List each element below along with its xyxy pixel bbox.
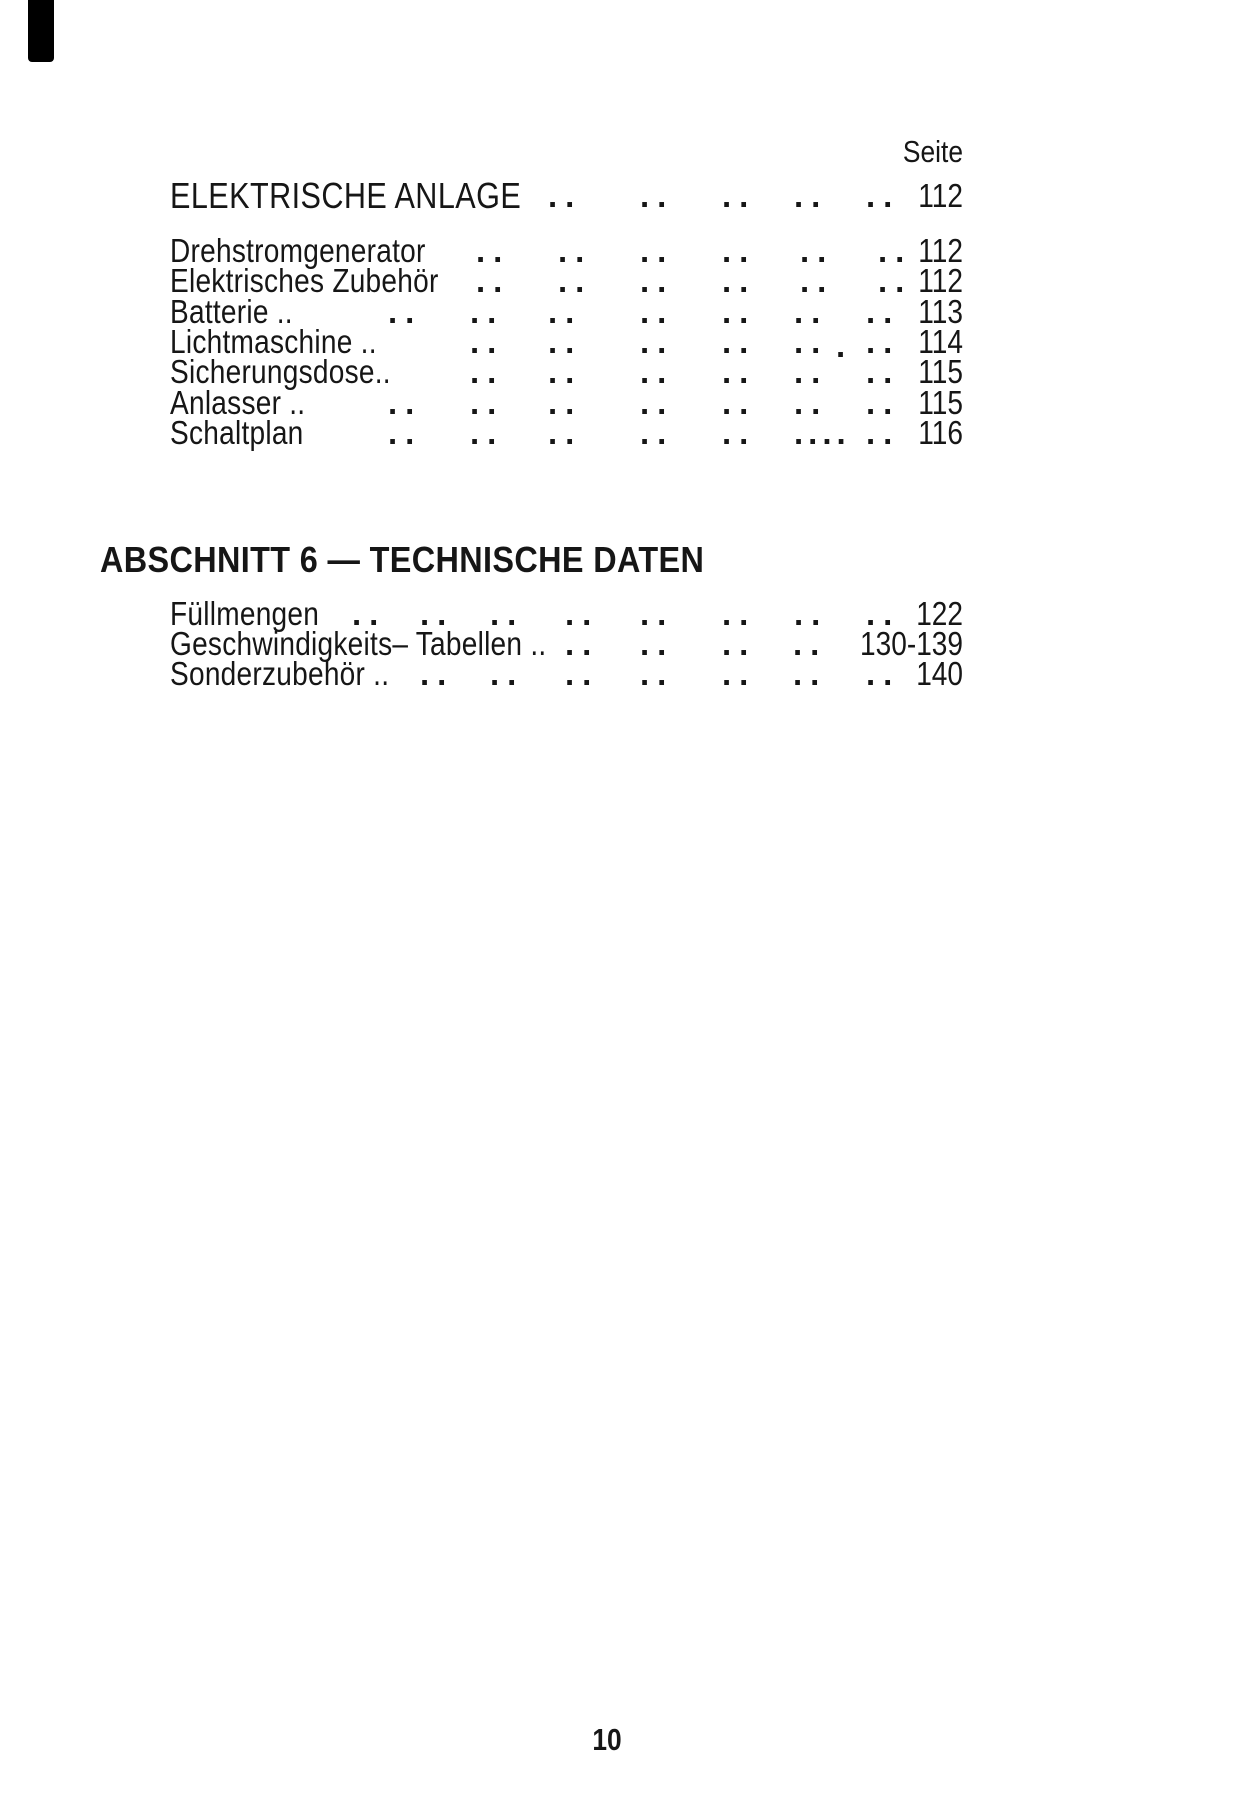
toc-page-number: 140 bbox=[916, 655, 963, 692]
toc-entry-label: Schaltplan bbox=[170, 414, 304, 451]
toc-entry-label: Elektrisches Zubehör bbox=[170, 262, 439, 299]
dot-leader: .. bbox=[558, 232, 593, 269]
toc-page-number: 113 bbox=[918, 293, 963, 330]
dot-leader: .. bbox=[866, 323, 901, 360]
dot-leader: .. bbox=[722, 353, 757, 390]
dot-leader: .. bbox=[548, 323, 583, 360]
dot-leader: .. bbox=[722, 232, 757, 269]
dot-leader: .. bbox=[722, 177, 757, 214]
toc-page-number: 112 bbox=[918, 232, 963, 269]
dot-leader: .. bbox=[476, 232, 511, 269]
dot-leader: .. bbox=[470, 384, 505, 421]
dot-leader: .. bbox=[490, 655, 525, 692]
scan-artifact-mark bbox=[28, 0, 54, 62]
toc-page-number: 122 bbox=[916, 595, 963, 632]
dot-leader: .. bbox=[470, 323, 505, 360]
toc-entry-label: Füllmengen bbox=[170, 595, 320, 632]
toc-page-number: 115 bbox=[918, 353, 963, 390]
toc-entry-label: Geschwindigkeits– Tabellen .. bbox=[170, 625, 547, 662]
dot-leader: .. bbox=[866, 595, 901, 632]
dot-leader: .. bbox=[548, 384, 583, 421]
dot-leader: .. bbox=[640, 655, 675, 692]
dot-leader: .. bbox=[640, 232, 675, 269]
dot-leader: .. bbox=[470, 414, 505, 451]
dot-leader: .. bbox=[866, 293, 901, 330]
dot-leader: .. bbox=[640, 293, 675, 330]
dot-leader: .. bbox=[800, 262, 835, 299]
toc-heading-label: ELEKTRISCHE ANLAGE bbox=[170, 175, 522, 216]
dot-leader: .. bbox=[558, 262, 593, 299]
dot-leader: .. bbox=[548, 353, 583, 390]
dot-leader: .. bbox=[470, 353, 505, 390]
dot-leader: .. bbox=[388, 293, 423, 330]
toc-page-number: 114 bbox=[918, 323, 963, 360]
dot-leader: .. bbox=[866, 414, 901, 451]
dot-leader: .. bbox=[800, 232, 835, 269]
dot-leader: .. bbox=[722, 414, 757, 451]
dot-leader: .. bbox=[565, 595, 600, 632]
toc-row bbox=[0, 415, 1010, 451]
dot-leader: .. bbox=[722, 655, 757, 692]
dot-leader: .. bbox=[794, 177, 829, 214]
dot-leader: .. bbox=[640, 384, 675, 421]
dot-leader: .. bbox=[794, 293, 829, 330]
toc-entry-label: Sicherungsdose.. bbox=[170, 353, 391, 390]
toc-page-number: 112 bbox=[918, 262, 963, 299]
dot-leader: .. bbox=[722, 384, 757, 421]
dot-leader: .. bbox=[866, 353, 901, 390]
dot-leader: .. bbox=[866, 384, 901, 421]
dot-leader: .. bbox=[490, 595, 525, 632]
dot-leader: .. bbox=[866, 655, 901, 692]
dot-leader: .. bbox=[878, 262, 913, 299]
dot-leader: .. bbox=[388, 414, 423, 451]
dot-leader: .. bbox=[565, 655, 600, 692]
dot-leader: .. bbox=[388, 384, 423, 421]
toc-entry-label: Batterie .. bbox=[170, 293, 293, 330]
toc-entry-label: Sonderzubehör .. bbox=[170, 655, 390, 692]
dot-leader: .. bbox=[794, 384, 829, 421]
dot-leader: .. bbox=[420, 595, 455, 632]
dot-leader: .. bbox=[794, 323, 829, 360]
dot-leader: .. bbox=[640, 323, 675, 360]
stray-dot: . bbox=[836, 327, 846, 364]
dot-leader-run: .... bbox=[794, 414, 851, 451]
dot-leader: .. bbox=[878, 232, 913, 269]
toc-page-number: 116 bbox=[918, 414, 963, 451]
dot-leader: .. bbox=[470, 293, 505, 330]
page-column-header-row bbox=[0, 134, 1010, 170]
dot-leader: .. bbox=[565, 625, 600, 662]
dot-leader: .. bbox=[794, 595, 829, 632]
section-title-abschnitt-6: ABSCHNITT 6 — TECHNISCHE DATEN bbox=[100, 539, 705, 580]
dot-leader: .. bbox=[794, 353, 829, 390]
dot-leader: .. bbox=[640, 262, 675, 299]
dot-leader: .. bbox=[640, 177, 675, 214]
dot-leader: .. bbox=[866, 177, 901, 214]
page-column-header: Seite bbox=[902, 134, 963, 169]
dot-leader: .. bbox=[640, 414, 675, 451]
dot-leader: .. bbox=[352, 595, 387, 632]
toc-entry-label: Anlasser .. bbox=[170, 384, 306, 421]
toc-entry-label: Drehstromgenerator bbox=[170, 232, 426, 269]
dot-leader: .. bbox=[548, 414, 583, 451]
toc-heading-row bbox=[0, 175, 1010, 216]
dot-leader: .. bbox=[548, 177, 583, 214]
dot-leader: .. bbox=[722, 595, 757, 632]
dot-leader: .. bbox=[722, 323, 757, 360]
toc-page-number: 115 bbox=[918, 384, 963, 421]
dot-leader: .. bbox=[722, 293, 757, 330]
toc-page-number: 112 bbox=[918, 177, 963, 214]
toc-entry-label: Lichtmaschine .. bbox=[170, 323, 377, 360]
dot-leader: .. bbox=[640, 595, 675, 632]
toc-row bbox=[0, 656, 1010, 692]
dot-leader: .. bbox=[793, 625, 828, 662]
dot-leader: .. bbox=[420, 655, 455, 692]
dot-leader: .. bbox=[793, 655, 828, 692]
dot-leader: .. bbox=[640, 625, 675, 662]
dot-leader: .. bbox=[476, 262, 511, 299]
footer-page-number: 10 bbox=[592, 1722, 622, 1757]
dot-leader: .. bbox=[722, 625, 757, 662]
dot-leader: .. bbox=[640, 353, 675, 390]
toc-page-number: 130-139 bbox=[860, 625, 963, 662]
dot-leader: .. bbox=[548, 293, 583, 330]
dot-leader: .. bbox=[722, 262, 757, 299]
